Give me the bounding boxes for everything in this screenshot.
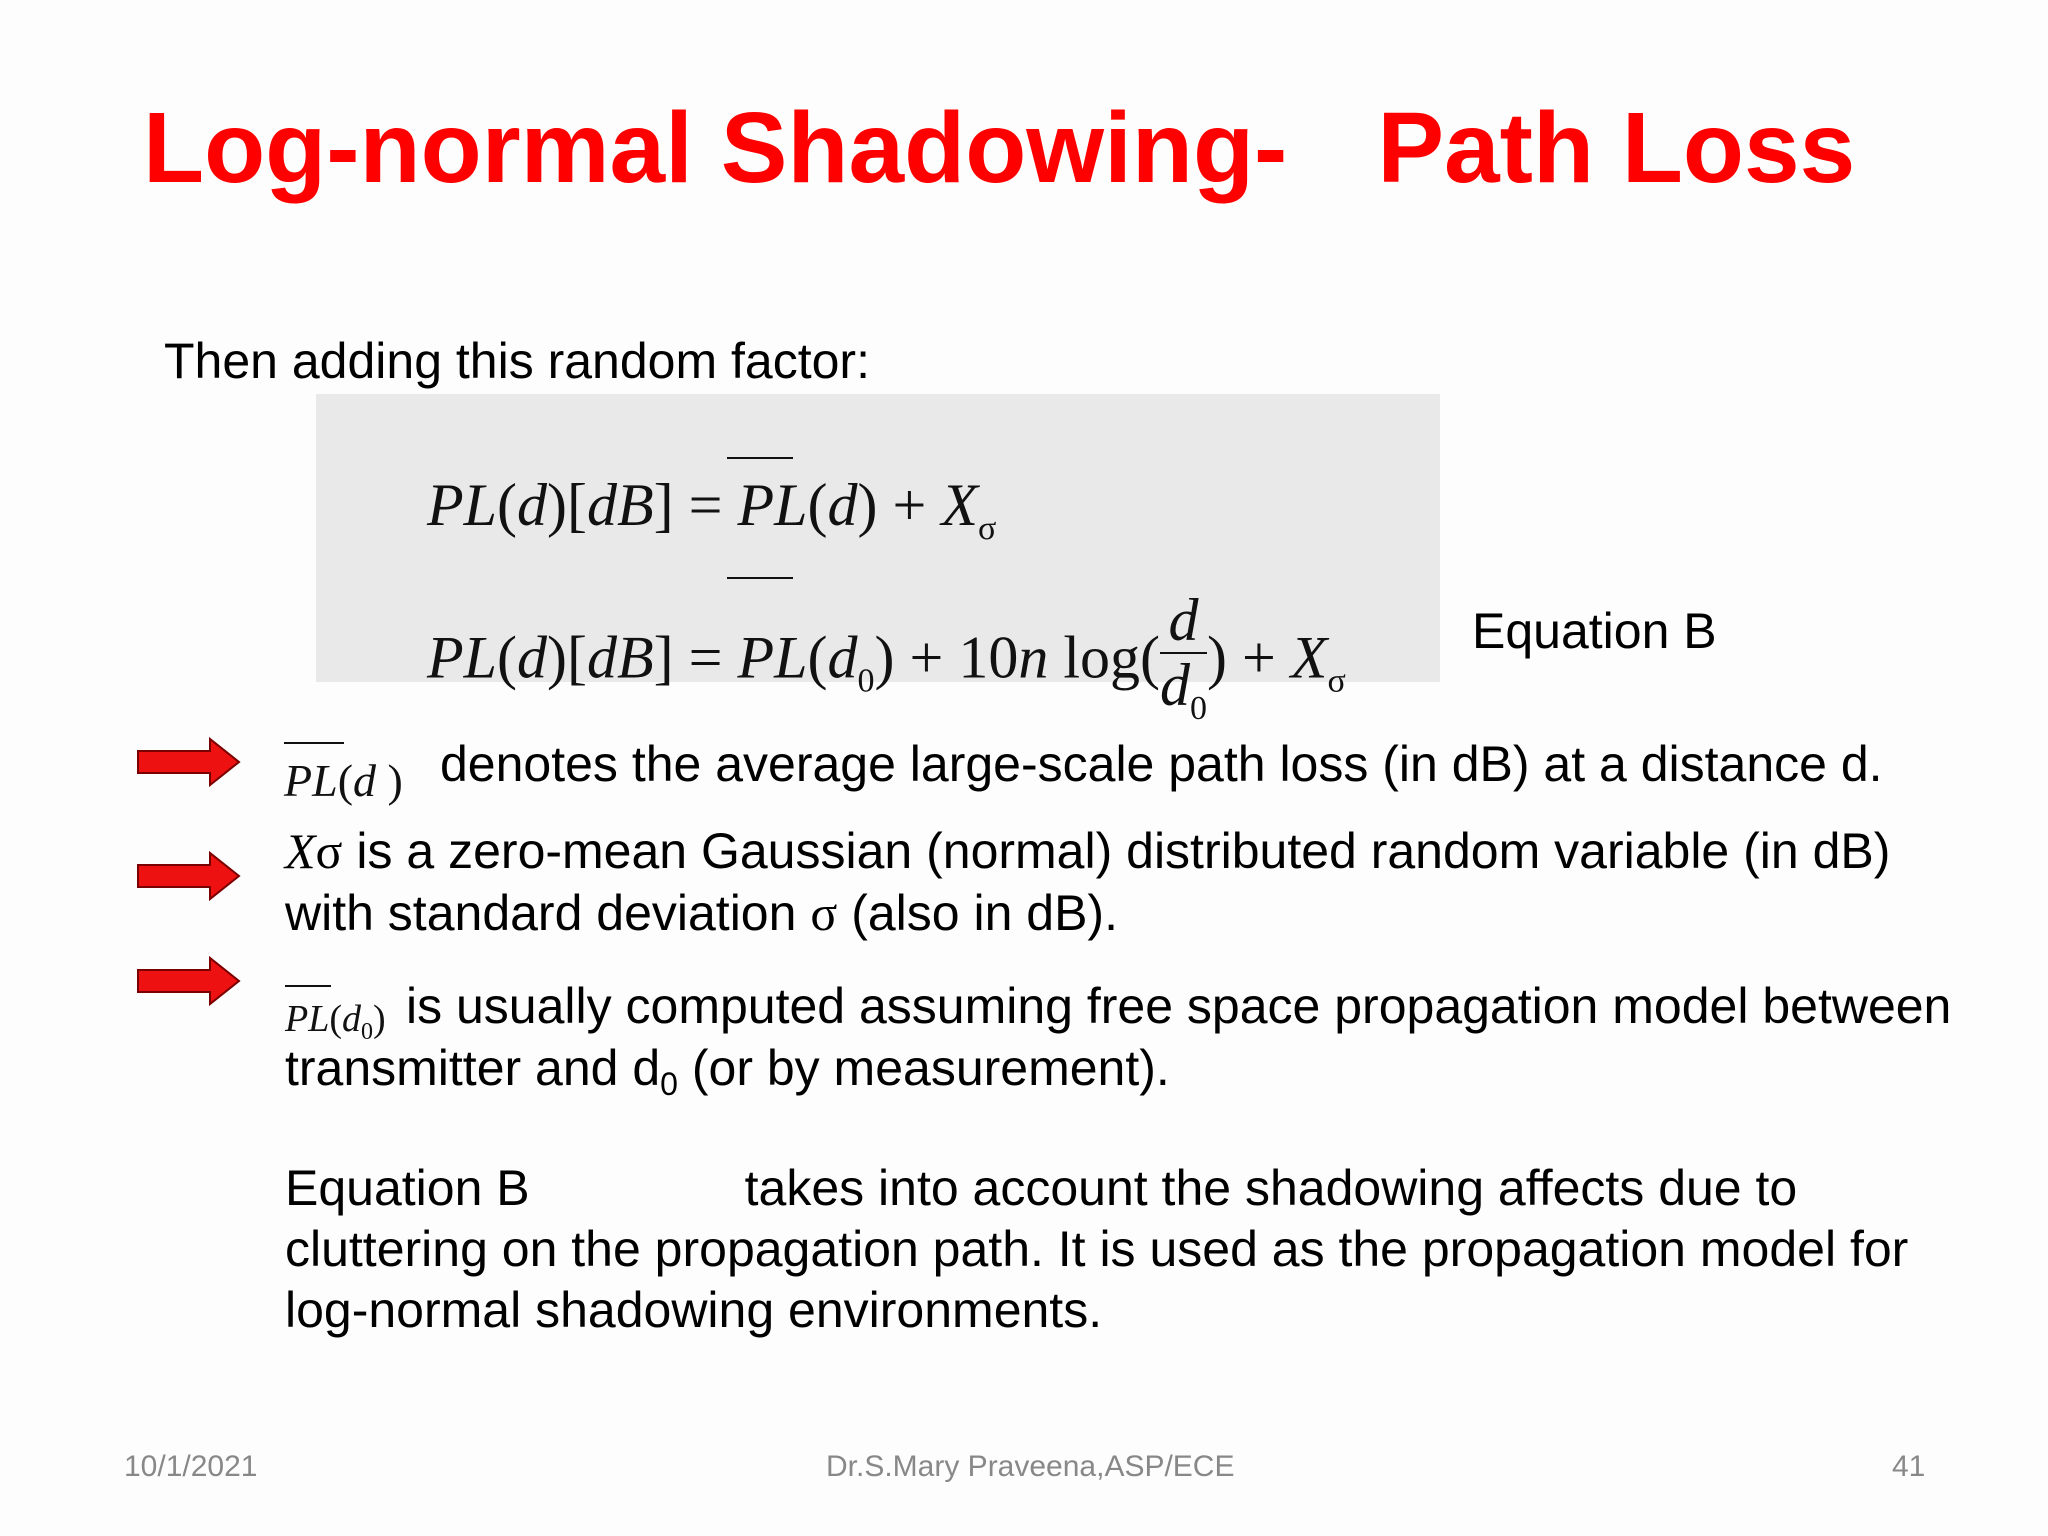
closing-line-2: cluttering on the propagation path. It is used as the propagation model for [285,1221,1909,1277]
title-part-1: Log-normal Shadowing- [143,92,1288,204]
bullet-3-text-line-2: transmitter and $d_0$ (or by measurement). [285,1040,1170,1102]
equation-2-overline [727,577,793,579]
equation-2: $PL(d)[dB] = PL(d_0) + 10n$ log( $\frac{d}{d_0}$ ) + $X_\sigma$ [427,587,1346,727]
bullet-arrow-icon [136,736,242,788]
fraction: $\frac{d}{d_0}$ [1159,587,1207,727]
bullet-3-symbol: $PL(d_0)$ [285,998,386,1045]
footer-date: 10/1/2021 [124,1450,258,1483]
bullet-1-symbol: PL(d ) [284,755,403,806]
bullet-3-overline [285,985,331,987]
bullet-arrow-icon [136,955,242,1007]
equation-1-overline [727,457,793,459]
bullet-1-overline [284,742,344,744]
intro-text: Then adding this random factor: [164,333,870,389]
slide-title [143,92,1856,204]
footer-author: Dr.S.Mary Praveena,ASP/ECE [826,1450,1235,1483]
bullet-1-text: denotes the average large-scale path loss (in dB) at a distance d. [440,736,1883,792]
bullet-arrow-icon [136,850,242,902]
equation-label: Equation B [1472,603,1717,659]
bullet-2-text-line-2: with standard deviation σ (also in dB). [285,885,1118,941]
closing-line-3: log-normal shadowing environments. [285,1282,1103,1338]
closing-line-1: Equation B takes into account the shadowing affects due to [285,1160,1798,1216]
title-part-2: Path Loss [1377,92,1856,204]
equation-1: $PL(d)[dB] = PL(d) + X_\sigma$ [427,472,997,547]
bullet-3-text-line-1: is usually computed assuming free space propagation model between [406,978,1952,1034]
footer-page-number: 41 [1892,1450,1926,1483]
bullet-2-text-line-1: Xσ is a zero-mean Gaussian (normal) distributed random variable (in dB) [285,823,1891,879]
